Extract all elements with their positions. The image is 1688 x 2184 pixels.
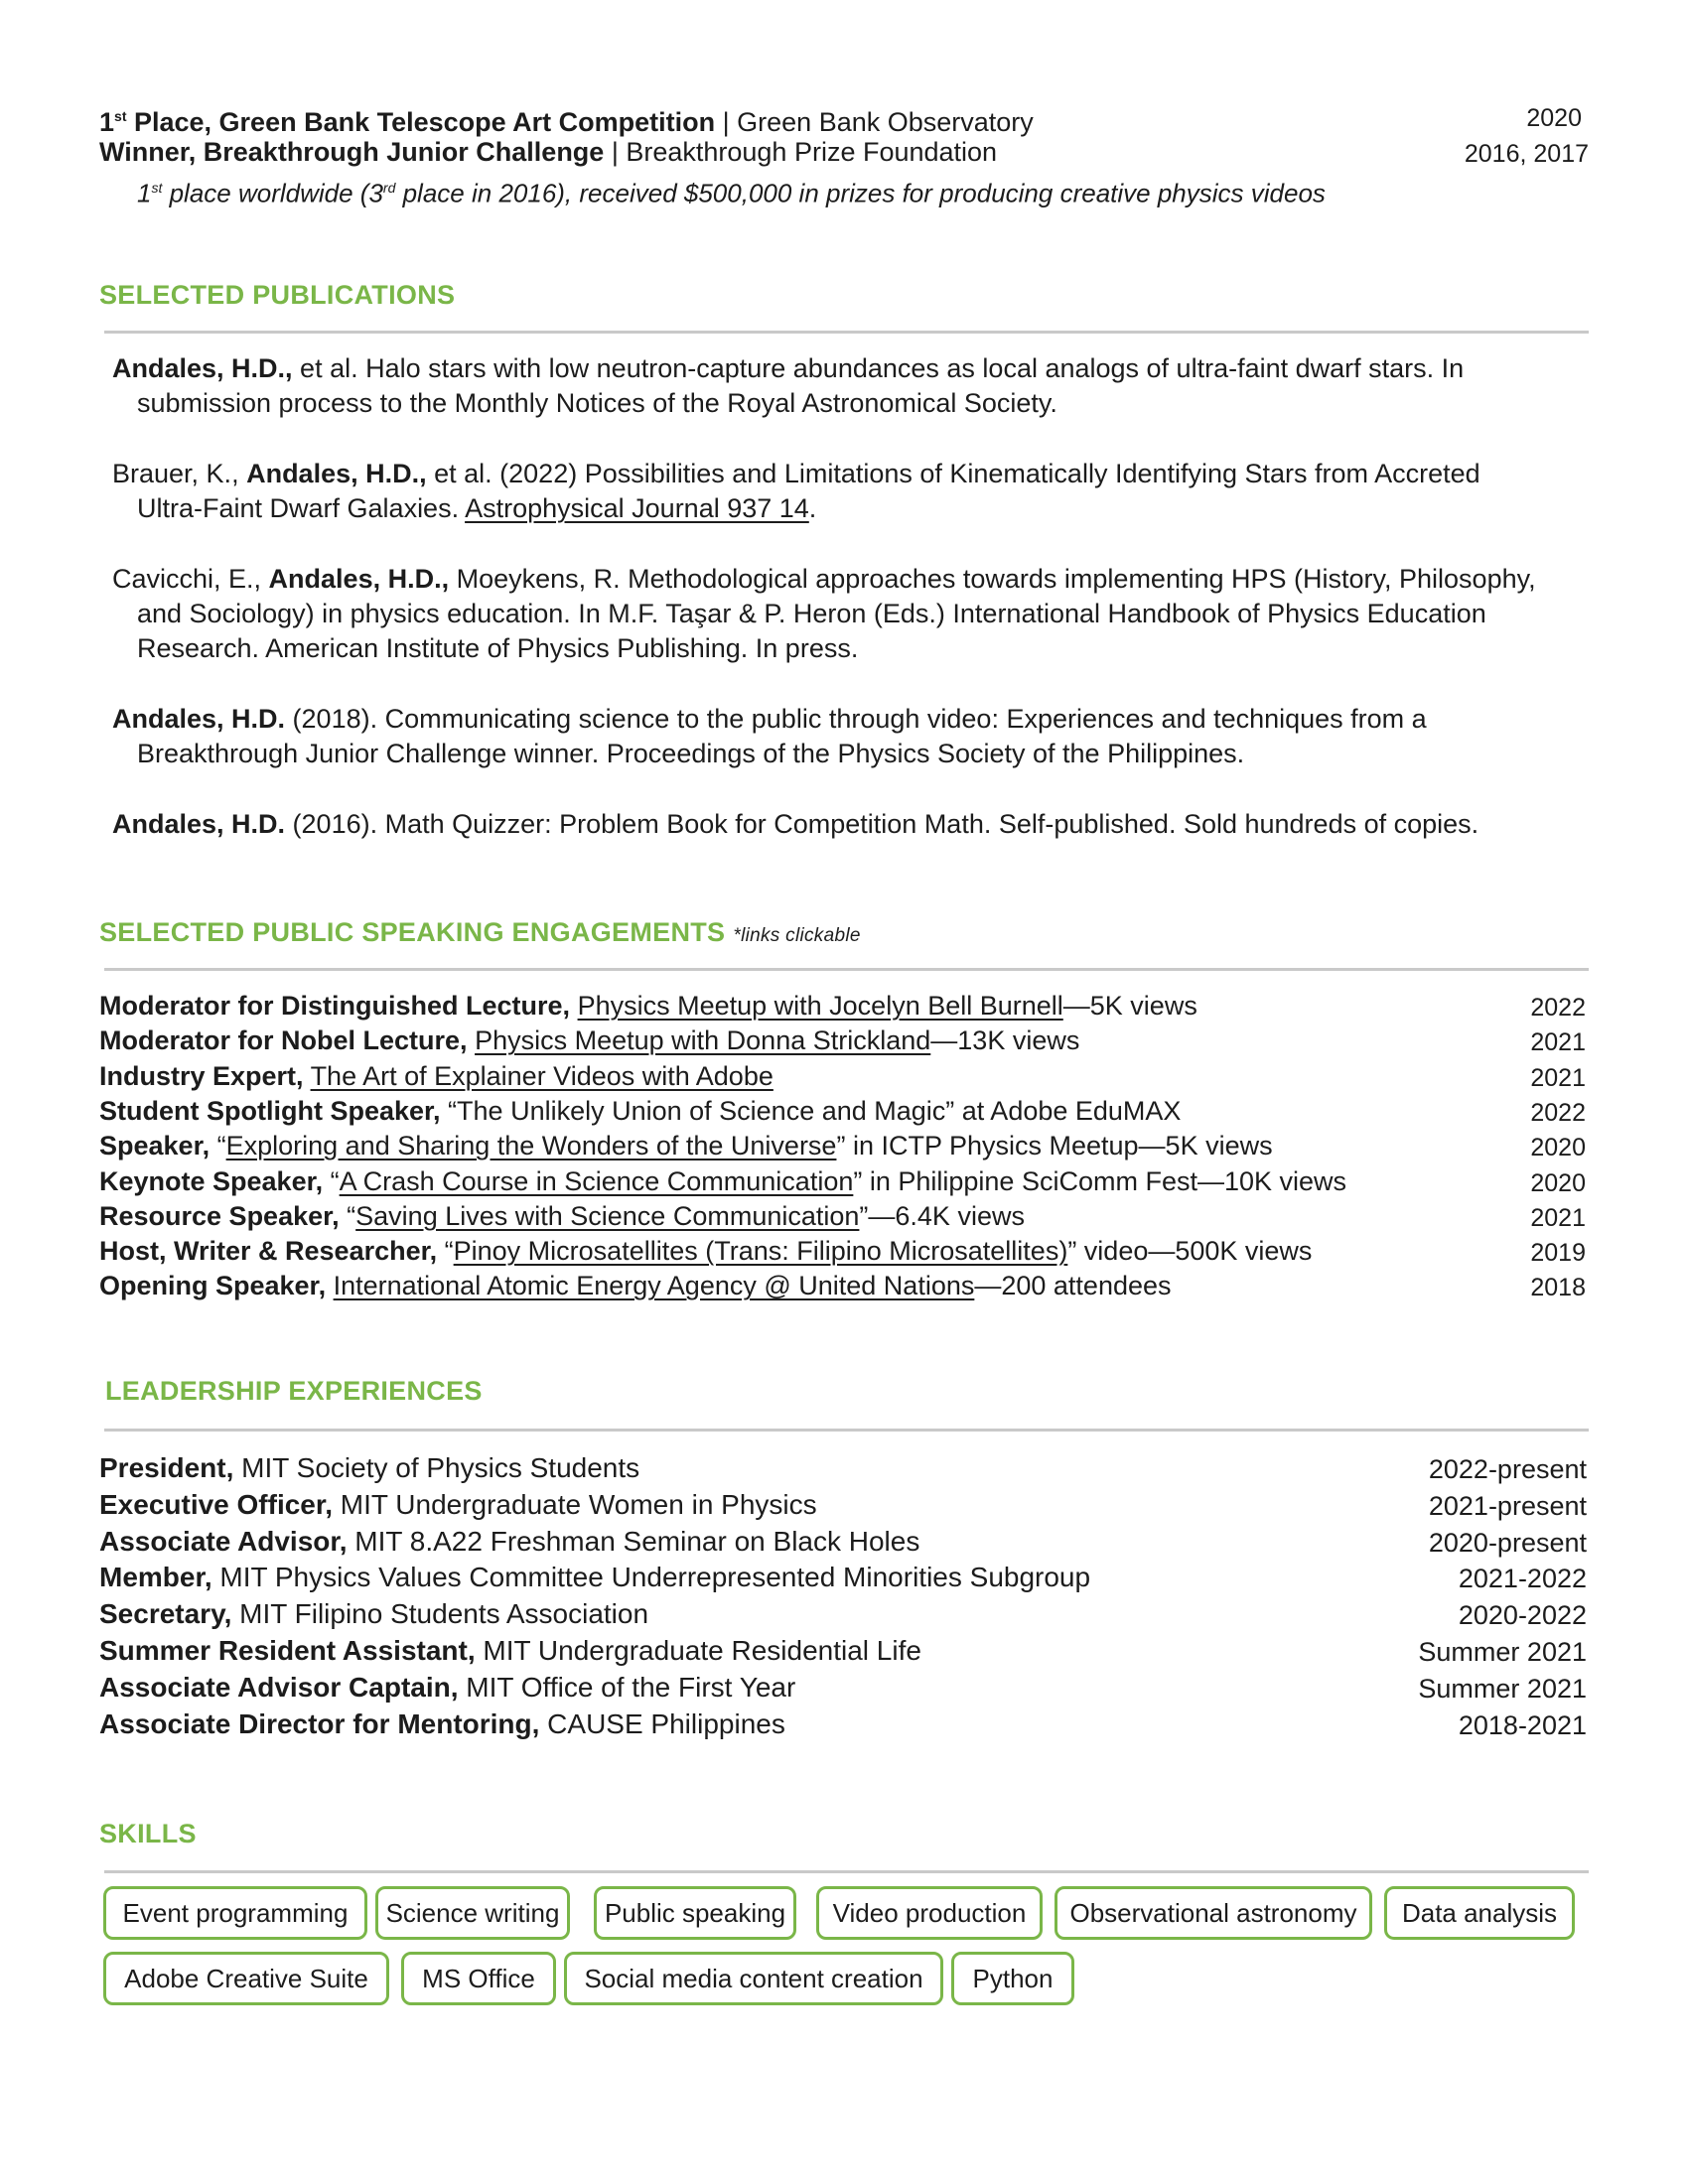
leadership-item [99,1488,817,1522]
section-divider [104,968,1589,971]
links-note: *links clickable [733,925,861,946]
leadership-item [99,1707,785,1741]
speaking-text [304,1061,311,1091]
publication-item: Brauer, K., Andales, H.D., et al. (2022) Possibilities and Limitations of Kinematically Identifying Stars from Accreted Ultra-Faint Dwarf Galaxies. Astrophysical Journal 937 14. [112,459,1480,523]
speaking-text: —13K views [930,1025,1080,1056]
speaking-text [570,991,578,1021]
leadership-date: 2021-present [1428,1490,1587,1521]
speaking-text: ” in Philippine SciComm Fest—10K views [853,1165,1347,1196]
speaking-role: Speaker, [99,1131,211,1161]
speaking-role: Opening Speaker, [99,1271,327,1301]
speaking-date: 2018 [1530,1274,1586,1302]
publication-item: Cavicchi, E., Andales, H.D., Moeykens, R. Methodological approaches towards implementing HPS (History, Philosophy, and Sociology) in physics education. In M.F. Taşar & P. Heron (Eds.) International Handbook of Physics Education Research. American Institute of Physics Publishing. In press. [112,564,1536,663]
speaking-role: Keynote Speaker, [99,1165,324,1196]
speaking-text: “ [323,1165,340,1196]
section-divider [104,1429,1589,1432]
award-date: 2020 [1526,104,1582,132]
speaking-item [99,1199,1025,1233]
speaking-date: 2022 [1530,1098,1586,1127]
skill-tag: Adobe Creative Suite [103,1952,389,2005]
speaking-text [326,1271,334,1300]
speaking-date: 2019 [1530,1239,1586,1268]
speaking-item [99,1059,774,1093]
publication-item: Andales, H.D. (2016). Math Quizzer: Problem Book for Competition Math. Self-published. Sold hundreds of copies. [112,809,1479,839]
speaking-date: 2020 [1530,1134,1586,1162]
speaking-item [99,1024,1079,1057]
speaking-text [468,1025,476,1055]
speaking-role: Resource Speaker, [99,1200,340,1231]
speaking-link[interactable]: Exploring and Sharing the Wonders of the Universe [225,1131,837,1161]
leadership-role: Associate Advisor Captain, [99,1671,459,1703]
section-heading-skills: SKILLS [99,1819,197,1848]
speaking-role: Moderator for Distinguished Lecture, [99,991,571,1021]
leadership-date: 2022-present [1428,1454,1587,1484]
leadership-org: CAUSE Philippines [539,1707,785,1739]
speaking-link[interactable]: International Atomic Energy Agency @ United Nations [333,1271,975,1301]
leadership-date: 2020-present [1428,1527,1587,1558]
skill-tag: MS Office [401,1952,556,2005]
leadership-item [99,1634,921,1668]
leadership-role: Summer Resident Assistant, [99,1635,476,1666]
leadership-org: MIT Filipino Students Association [231,1598,649,1630]
speaking-item [99,1234,1312,1268]
leadership-item [99,1451,639,1485]
leadership-org: MIT Undergraduate Residential Life [475,1635,921,1666]
speaking-item [99,1129,1273,1162]
skill-tag: Event programming [103,1886,367,1940]
speaking-link[interactable]: Saving Lives with Science Communication [355,1200,860,1231]
section-heading-speaking: SELECTED PUBLIC SPEAKING ENGAGEMENTS *links clickable [99,917,861,947]
speaking-text: “ [339,1200,356,1231]
speaking-link[interactable]: The Art of Explainer Videos with Adobe [310,1060,774,1091]
section-divider [104,331,1589,334]
leadership-date: 2018-2021 [1458,1709,1587,1740]
publication-link[interactable]: Astrophysical Journal 937 14 [465,493,809,523]
leadership-org: MIT Undergraduate Women in Physics [333,1488,817,1520]
leadership-org: MIT 8.A22 Freshman Seminar on Black Holes [347,1525,920,1557]
leadership-role: President, [99,1452,234,1483]
leadership-date: 2020-2022 [1458,1600,1587,1631]
leadership-org: MIT Society of Physics Students [233,1452,640,1483]
speaking-text: —5K views [1062,991,1197,1021]
skill-tag: Data analysis [1384,1886,1575,1940]
speaking-date: 2022 [1530,994,1586,1022]
leadership-item [99,1561,1090,1594]
speaking-role: Host, Writer & Researcher, [99,1236,438,1267]
leadership-role: Member, [99,1562,212,1593]
leadership-org: MIT Physics Values Committee Underrepresented Minorities Subgroup [211,1562,1091,1593]
speaking-link[interactable]: Physics Meetup with Jocelyn Bell Burnell [577,991,1063,1021]
leadership-date: Summer 2021 [1418,1673,1587,1704]
speaking-date: 2021 [1530,1203,1586,1232]
speaking-text: ”—6.4K views [859,1200,1025,1231]
skill-tag: Social media content creation [564,1952,943,2005]
section-divider [104,1870,1589,1873]
speaking-text: “The Unlikely Union of Science and Magic” at Adobe EduMAX [440,1095,1182,1126]
leadership-date: Summer 2021 [1418,1637,1587,1667]
speaking-item [99,1269,1172,1302]
speaking-link[interactable]: Physics Meetup with Donna Strickland [475,1025,931,1056]
award-row: Winner, Breakthrough Junior Challenge | Breakthrough Prize Foundation [99,137,998,167]
speaking-date: 2020 [1530,1168,1586,1197]
speaking-link[interactable]: A Crash Course in Science Communication [339,1165,854,1196]
leadership-role: Associate Director for Mentoring, [99,1707,540,1739]
skill-tag: Public speaking [594,1886,796,1940]
award-row: 1st Place, Green Bank Telescope Art Competition | Green Bank Observatory [99,107,1034,137]
award-note: 1st place worldwide (3rd place in 2016), received $500,000 in prizes for producing creative physics videos [137,178,1326,208]
speaking-item [99,1094,1181,1128]
speaking-role: Moderator for Nobel Lecture, [99,1025,468,1056]
skill-tag: Observational astronomy [1055,1886,1372,1940]
speaking-item [99,989,1197,1023]
skill-tag: Science writing [375,1886,570,1940]
speaking-text: “ [210,1131,226,1161]
leadership-role: Associate Advisor, [99,1525,348,1557]
award-date: 2016, 2017 [1464,140,1589,168]
speaking-role: Industry Expert, [99,1060,304,1091]
leadership-item [99,1671,795,1705]
speaking-text: “ [437,1236,454,1267]
leadership-role: Executive Officer, [99,1488,334,1520]
speaking-text: ” in ICTP Physics Meetup—5K views [836,1131,1273,1161]
leadership-org: MIT Office of the First Year [458,1671,796,1703]
leadership-role: Secretary, [99,1598,232,1630]
speaking-text: ” video—500K views [1067,1236,1313,1267]
speaking-date: 2021 [1530,1063,1586,1092]
publication-item: Andales, H.D., et al. Halo stars with low neutron-capture abundances as local analogs of ultra-faint dwarf stars. In submission process to the Monthly Notices of the Royal Astronomical Society. [112,353,1465,418]
speaking-item [99,1164,1346,1198]
section-heading-publications: SELECTED PUBLICATIONS [99,280,456,310]
speaking-link[interactable]: Pinoy Microsatellites (Trans: Filipino Microsatellites) [453,1236,1068,1267]
leadership-date: 2021-2022 [1458,1564,1587,1594]
leadership-item [99,1525,919,1559]
speaking-role: Student Spotlight Speaker, [99,1095,441,1126]
skill-tag: Python [951,1952,1074,2005]
publication-item: Andales, H.D. (2018). Communicating science to the public through video: Experiences and techniques from a Breakthrough Junior Challenge winner. Proceedings of the Physics Society of the Philippines. [112,704,1427,768]
speaking-date: 2021 [1530,1028,1586,1057]
section-heading-leadership: LEADERSHIP EXPERIENCES [105,1376,483,1406]
leadership-item [99,1597,648,1631]
skill-tag: Video production [816,1886,1043,1940]
speaking-text: —200 attendees [974,1271,1172,1301]
